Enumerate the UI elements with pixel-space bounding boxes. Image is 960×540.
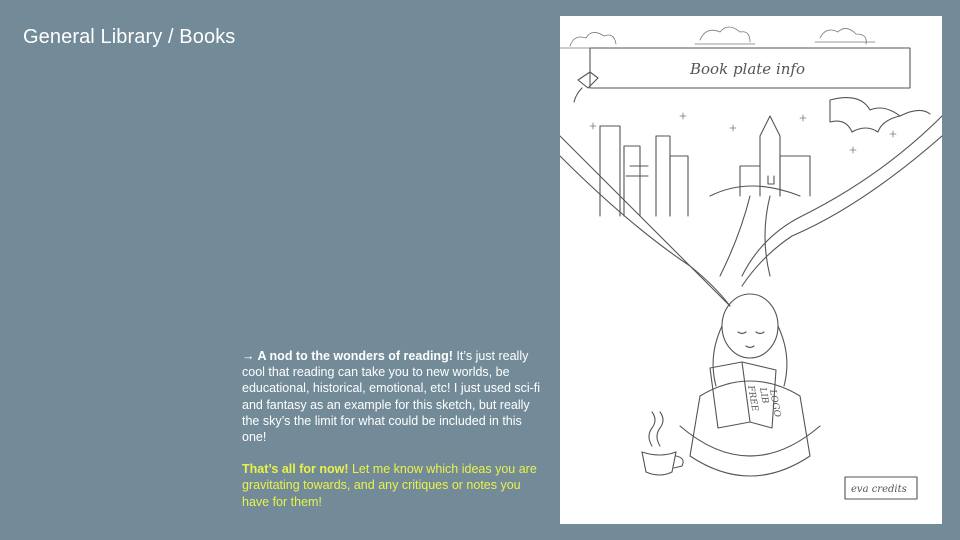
rocket-icon xyxy=(574,72,598,102)
sketch-drawing xyxy=(560,16,942,524)
reading-streams xyxy=(560,116,942,306)
notes-paragraph-closing xyxy=(242,461,542,510)
castle xyxy=(740,116,810,196)
book xyxy=(710,362,782,428)
coffee-cup-icon xyxy=(642,412,683,475)
notes-lead-closing: That’s all for now! xyxy=(242,462,349,477)
cloud-icon xyxy=(560,27,875,48)
speaker-notes xyxy=(242,348,542,510)
notes-body-reading: It’s just really cool that reading can take you to new worlds, be educational, historical, emotional, etc! I just used sci-fi and fantasy as an example for this sketch, but really the sky’s the limit for what could be included in this one! xyxy=(242,349,541,445)
sketch-image xyxy=(560,16,942,524)
notes-body-closing: Let me know which ideas you are gravitating towards, and any critiques or notes you have for them! xyxy=(242,462,537,509)
dragon-icon xyxy=(830,98,930,132)
banner-text: Book plate info xyxy=(690,60,805,78)
city-skyline xyxy=(600,126,688,216)
notes-paragraph-reading xyxy=(242,348,542,445)
slide-title: General Library / Books xyxy=(23,26,236,48)
notes-lead-reading: → A nod to the wonders of reading! xyxy=(242,349,453,363)
book-label-logo: LOGO xyxy=(767,388,782,419)
credits-text: eva credits xyxy=(851,484,907,495)
book-label-free: FREE xyxy=(745,384,760,413)
book-label-lib: LIB xyxy=(757,386,770,405)
star-icon xyxy=(590,113,896,153)
